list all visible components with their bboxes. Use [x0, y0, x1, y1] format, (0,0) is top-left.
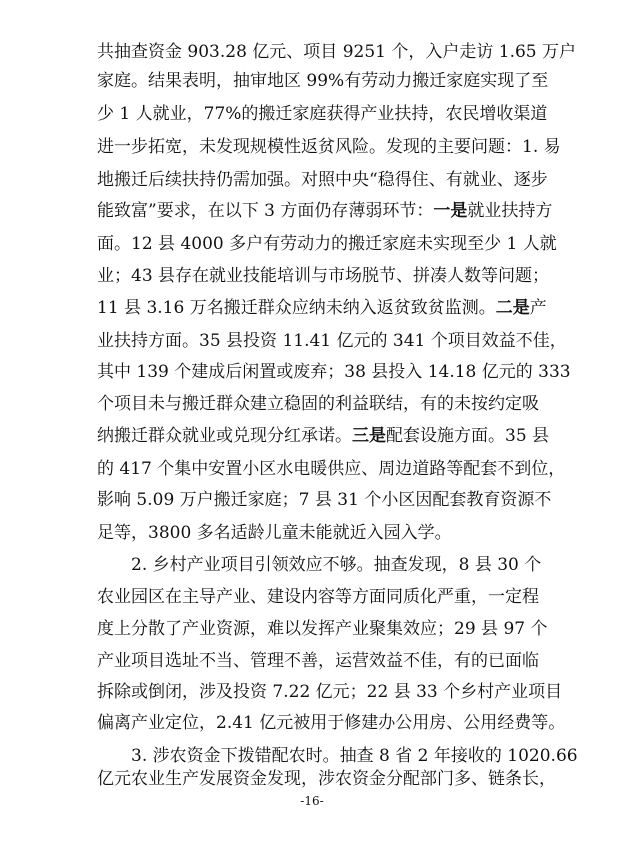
text-run: 家庭。结果表明，抽审地区 99%有劳动力搬迁家庭实现了至	[97, 71, 549, 91]
text-run: 2. 乡村产业项目引领效应不够。抽查发现，8 县 30 个	[131, 555, 542, 575]
text-run: 农业园区在主导产业、建设内容等方面同质化严重，一定程	[97, 587, 539, 607]
text-run: 面。12 县 4000 多户有劳动力的搬迁家庭未实现至少 1 人就	[97, 234, 557, 254]
text-line-1	[97, 37, 577, 67]
text-run: 业扶持方面。35 县投资 11.41 亿元的 341 个项目效益不佳，	[97, 331, 567, 351]
text-run: 3. 涉农资金下拨错配农时。抽查 8 省 2 年接收的 1020.66	[131, 746, 578, 766]
text-line-12	[97, 389, 537, 419]
text-run: 产	[529, 298, 547, 318]
text-line-3	[97, 99, 548, 129]
text-run: 影响 5.09 万户搬迁家庭；7 县 31 个小区因配套教育资源不	[97, 490, 552, 510]
text-run: 就业扶持方	[467, 201, 553, 221]
text-line-18	[97, 582, 537, 612]
text-run: 拆除或倒闭，涉及投资 7.22 亿元；22 县 33 个乡村产业项目	[97, 682, 563, 702]
text-run: 共抽查资金 903.28 亿元、项目 9251 个，入户走访 1.65 万户	[97, 42, 577, 62]
text-line-14	[97, 454, 566, 484]
text-run: 产业项目选址不当、管理不善，运营效益不佳，有的已面临	[97, 651, 539, 671]
text-run: 纳搬迁群众就业或兑现分红承诺。	[97, 426, 352, 446]
text-run: 11 县 3.16 万名搬迁群众应纳未纳入返贫致贫监测。	[97, 298, 496, 318]
text-line-9	[97, 293, 547, 323]
text-line-16	[97, 518, 537, 548]
text-run: 其中 139 个建成后闲置或废弃；38 县投入 14.18 亿元的 333	[97, 362, 571, 382]
text-line-11	[97, 357, 571, 387]
text-run: 的 417 个集中安置小区水电暖供应、周边道路等配套不到位，	[97, 459, 566, 479]
text-run: 偏离产业定位，2.41 亿元被用于修建办公用房、公用经费等。	[97, 713, 566, 733]
text-line-6	[97, 196, 553, 226]
text-run: 能致富”要求，在以下 3 方面仍存薄弱环节：	[97, 201, 434, 221]
emphasis-second: 二是	[495, 298, 530, 318]
text-run: 进一步拓宽，未发现规模性返贫风险。发现的主要问题：1. 易	[97, 137, 561, 157]
text-line-19	[97, 614, 548, 644]
text-line-7	[97, 229, 557, 259]
text-run: 配套设施方面。35 县	[386, 426, 550, 446]
text-line-21	[97, 677, 563, 707]
text-run: 度上分散了产业资源，难以发挥产业聚集效应；29 县 97 个	[97, 619, 548, 639]
text-line-13	[97, 421, 550, 451]
text-run: 地搬迁后续扶持仍需加强。对照中央“稳得住、有就业、逐步	[97, 170, 548, 190]
text-line-20	[97, 646, 537, 676]
text-line-4	[97, 132, 561, 162]
text-run: 少 1 人就业，77%的搬迁家庭获得产业扶持，农民增收渠道	[97, 104, 548, 124]
text-line-5	[97, 165, 548, 195]
text-line-17	[131, 550, 542, 580]
text-line-8	[97, 261, 550, 291]
text-run: 业；43 县存在就业技能培训与市场脱节、拼凑人数等问题；	[97, 266, 550, 286]
text-run: 亿元农业生产发展资金发现，涉农资金分配部门多、链条长，	[97, 769, 556, 789]
text-run: 足等，3800 多名适龄儿童未能就近入园入学。	[97, 523, 452, 543]
text-line-22	[97, 708, 566, 738]
emphasis-first: 一是	[433, 201, 468, 221]
text-line-15	[97, 485, 552, 515]
text-run: 个项目未与搬迁群众建立稳固的利益联结，有的未按约定吸	[97, 394, 539, 414]
text-line-10	[97, 326, 567, 356]
emphasis-third: 三是	[352, 426, 386, 446]
text-line-24	[97, 764, 556, 794]
text-line-2	[97, 66, 549, 96]
page-number: -16-	[300, 794, 324, 808]
